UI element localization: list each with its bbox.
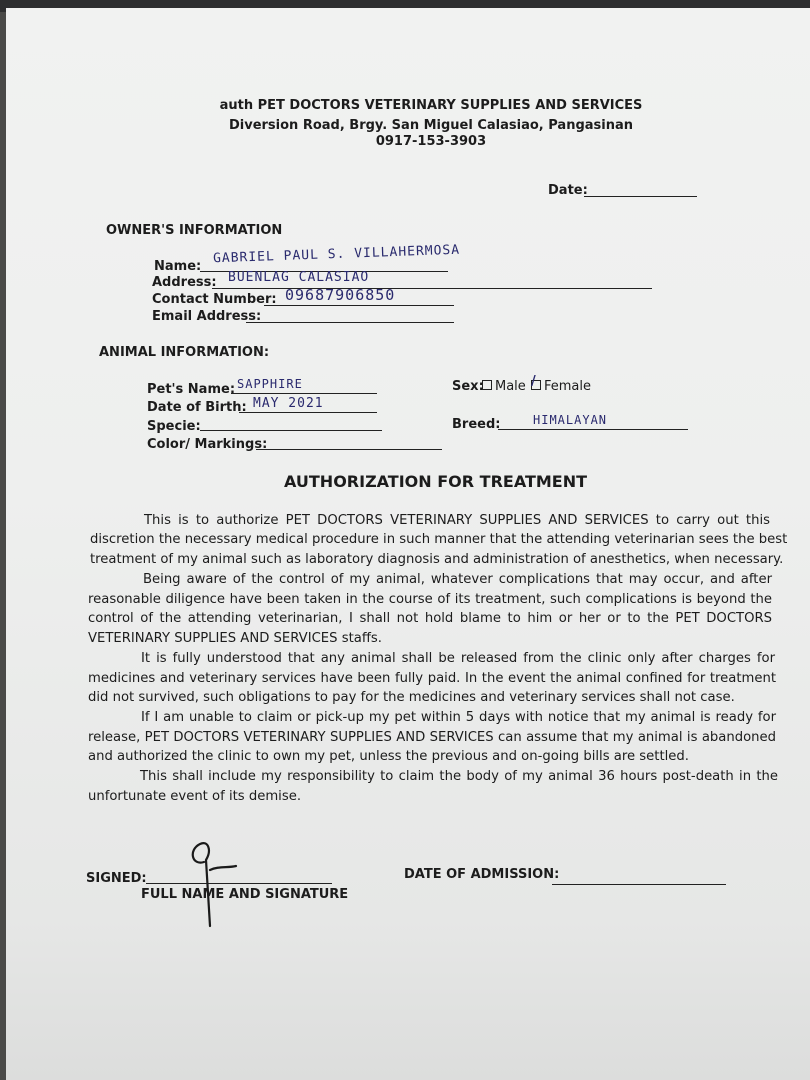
clinic-phone: 0917-153-3903 bbox=[375, 134, 487, 149]
male-label: Male bbox=[495, 379, 526, 394]
specie-line[interactable] bbox=[200, 430, 382, 431]
color-markings-line[interactable] bbox=[256, 449, 442, 450]
date-field-line[interactable] bbox=[584, 196, 697, 197]
para-line-6: control of the attending veterinarian, I shall not hold blame to him or her or to the PET DOCTORS bbox=[88, 611, 772, 626]
breed-value: HIMALAYAN bbox=[533, 413, 608, 427]
owner-section-title: OWNER'S INFORMATION bbox=[106, 223, 283, 238]
form-page bbox=[6, 8, 810, 1080]
sex-female-option[interactable] bbox=[531, 374, 592, 394]
male-checkbox[interactable] bbox=[482, 380, 492, 390]
para-line-3: treatment of my animal such as laboratory diagnosis and administration of anesthetics, when necessary. bbox=[90, 552, 784, 567]
signed-label: SIGNED: bbox=[86, 871, 147, 886]
sex-label: Sex: bbox=[452, 379, 484, 394]
owner-address-value: BUENLAG CALASIAO bbox=[228, 270, 370, 285]
date-of-admission-line[interactable] bbox=[552, 884, 726, 885]
owner-address-line[interactable] bbox=[212, 288, 652, 289]
animal-section-title: ANIMAL INFORMATION: bbox=[99, 345, 270, 360]
breed-label: Breed: bbox=[452, 417, 501, 432]
dob-label: Date of Birth: bbox=[147, 400, 247, 415]
para-line-15: unfortunate event of its demise. bbox=[88, 789, 302, 804]
owner-address-label: Address: bbox=[152, 275, 217, 290]
female-label: Female bbox=[544, 379, 592, 394]
para-line-11: If I am unable to claim or pick-up my pet within 5 days with notice that my animal is ready for bbox=[141, 710, 776, 725]
owner-name-value: GABRIEL PAUL S. VILLAHERMOSA bbox=[212, 242, 461, 267]
breed-line[interactable] bbox=[498, 429, 688, 430]
owner-name-label: Name: bbox=[154, 259, 202, 274]
color-markings-label: Color/ Markings: bbox=[147, 437, 268, 452]
contact-number-line[interactable] bbox=[264, 305, 454, 306]
para-line-8: It is fully understood that any animal shall be released from the clinic only after charges for bbox=[141, 651, 775, 666]
clinic-name: auth PET DOCTORS VETERINARY SUPPLIES AND SERVICES bbox=[219, 98, 643, 113]
specie-label: Specie: bbox=[147, 419, 201, 434]
contact-number-value: 09687906850 bbox=[285, 286, 396, 304]
email-label: Email Address: bbox=[152, 309, 262, 324]
full-name-signature-label: FULL NAME AND SIGNATURE bbox=[141, 887, 349, 902]
contact-number-label: Contact Number: bbox=[152, 292, 277, 307]
para-line-5: reasonable diligence have been taken in the course of its treatment, such complications is beyond the bbox=[88, 592, 772, 607]
para-line-13: and authorized the clinic to own my pet, unless the previous and on-going bills are settled. bbox=[88, 749, 689, 764]
pet-name-line[interactable] bbox=[231, 393, 377, 394]
dob-line[interactable] bbox=[239, 412, 377, 413]
para-line-9: medicines and veterinary services have been fully paid. In the event the animal confined for treatment bbox=[88, 671, 776, 686]
para-line-1: This is to authorize PET DOCTORS VETERINARY SUPPLIES AND SERVICES to carry out this bbox=[144, 513, 770, 528]
pet-name-value: SAPPHIRE bbox=[237, 377, 303, 391]
email-line[interactable] bbox=[246, 322, 454, 323]
para-line-10: did not survived, such obligations to pay for the medicines and veterinary services shall not case. bbox=[88, 690, 735, 705]
para-line-12: release, PET DOCTORS VETERINARY SUPPLIES AND SERVICES can assume that my animal is abandoned bbox=[88, 730, 776, 745]
para-line-2: discretion the necessary medical procedure in such manner that the attending veterinarian sees the best bbox=[90, 532, 788, 547]
clinic-address: Diversion Road, Brgy. San Miguel Calasiao, Pangasinan bbox=[228, 118, 634, 133]
date-label: Date: bbox=[548, 183, 588, 198]
date-of-admission-label: DATE OF ADMISSION: bbox=[404, 867, 560, 882]
authorization-title: AUTHORIZATION FOR TREATMENT bbox=[284, 472, 588, 491]
para-line-4: Being aware of the control of my animal, whatever complications that may occur, and after bbox=[143, 572, 772, 587]
para-line-14: This shall include my responsibility to claim the body of my animal 36 hours post-death in the bbox=[140, 769, 778, 784]
sex-male-option[interactable] bbox=[482, 380, 526, 393]
para-line-7: VETERINARY SUPPLIES AND SERVICES staffs. bbox=[88, 631, 382, 646]
female-checkbox-checked[interactable]: / bbox=[531, 380, 541, 390]
handwritten-signature bbox=[176, 836, 246, 928]
pet-name-label: Pet's Name: bbox=[147, 382, 236, 397]
dob-value: MAY 2021 bbox=[253, 396, 324, 411]
